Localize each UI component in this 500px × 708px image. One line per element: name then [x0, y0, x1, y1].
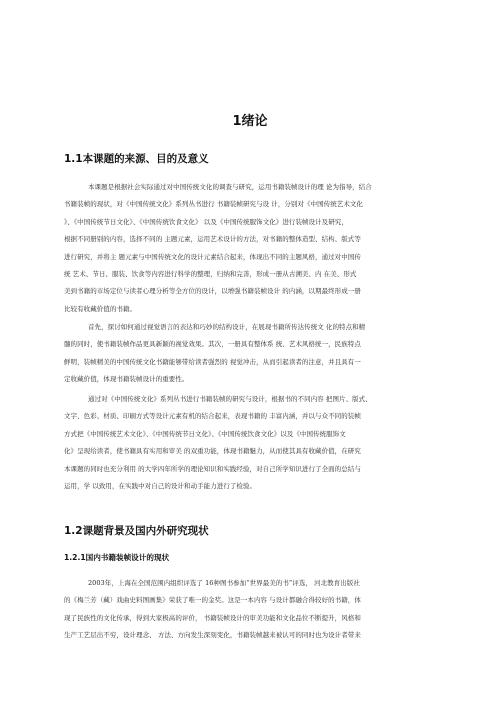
paragraph-line: 定收藏价值，体现书籍装帧设计的重要性。 [64, 375, 189, 384]
subsection-title-1-2-1: 1.2.1国内书籍装帧设计的现状 [64, 553, 170, 562]
section-title-1-2: 1.2课题背景及国内外研究现状 [64, 525, 209, 537]
paragraph-line: 的《梅兰芳（藏）戏曲史料图画集》荣获了唯一的金奖。这是一本内容 与设计都融合得较好的书籍，体 [64, 596, 361, 605]
paragraph-line: 书籍装帧的现状，对《中国传统文化》系列丛书进行 书籍装帧研究与设 计，分别对《中国传统艺术文化 [64, 200, 363, 209]
paragraph-line: 现了民族性的文化传承，得到大家极高的评价， 书籍装帧设计的审美功能和文化品位不断提升，风格和 [64, 613, 361, 622]
paragraph-line: 根据不同册别的内容，选择不同的 主题元素，运用艺术设计的方法，对书籍的整体造型、结构、版式等 [64, 235, 361, 244]
paragraph-3 [64, 391, 436, 495]
chapter-title: 1绪论 [232, 114, 268, 129]
paragraph-line: 髓的同时，使书籍装帧作品更具新颖的视觉效果。其次，一册具有整体系 统、艺术风格统一，民族特点 [64, 340, 361, 349]
section-title-1-1: 1.1本课题的来源、目的及意义 [64, 153, 209, 165]
paragraph-line: 首先，探讨如何通过视觉语言的表达和巧妙的结构设计，在展现书籍所传达传统文 化的特点和精 [88, 323, 366, 331]
paragraph-line: 本课题的同时也充分利用 的大学四年所学的理论知识和实践经验，对自己所学知识进行了全面的总结与 [64, 464, 361, 473]
paragraph-2 [64, 319, 436, 389]
paragraph-line: 》、《中国传统节日文化》、《中国传统饮食文化》 以及《中国传统服饰文化》进行装帧设计及研究， [64, 217, 348, 226]
paragraph-line: 本课题是根据社会实际通过对中国传统文化的调查与研究，运用书籍装帧设计的理 论为指导，结合 [88, 183, 372, 191]
paragraph-line: 2003年，上海在全国范围内组织评选了 16种图书参加“世界最美的书”评选， 河北教育出版社 [88, 579, 360, 587]
paragraph-4 [64, 575, 436, 645]
paragraph-1 [64, 179, 436, 318]
paragraph-line: 运用，学 以致用，在实践中对自己的设计和动手能力进行了检验。 [64, 481, 257, 490]
paragraph-line: 比较有收藏价值的书籍。 [64, 304, 137, 313]
paragraph-line: 通过对《中国传统文化》系列丛书进行书籍装帧的研究与设计，根据书的不同内容 把图片、版式、 [88, 395, 372, 403]
paragraph-line: 进行研究，并将主 题元素与中国传统文化的设计元素结合起来，体现出不同的主题风格，通过对中国传 [64, 252, 361, 261]
paragraph-line: 统 艺术、节日、服装、饮食等内容进行科学的整理，归纳和完善，形成一册从古溯美、内 在美、形式 [64, 269, 357, 278]
paragraph-line: 美到书籍的市场定位与读者心理分析等全方位的设计，以增强书籍装帧设计 的内涵，以期最终形成一册 [64, 287, 361, 296]
paragraph-line: 生产工艺层出不穷，设计理念、 方法、方向发生深刻变化，书籍装帧越来被认可的同时也为设计者带来 [64, 631, 361, 640]
paragraph-line: 方式把《中国传统艺术文化》、《中国传统节日文化》、《中国传统饮食文化》以及《中国传统服饰文 [64, 429, 346, 438]
paragraph-line: 鲜明，装帧精美的中国传统文化书籍能够带给读者强烈的 视觉冲击，从而引起读者的注意，并且具有一 [64, 357, 361, 366]
paragraph-line: 化》呈现给读者，使书籍具有实用和审美 的双重功能，体现书籍魅力，从而使其具有收藏价值，在研究 [64, 447, 361, 456]
paragraph-line: 文字、色彩、材质、印刷方式等设计元素有机的结合起来，表现书籍的 丰富内涵，并以与众不同的装帧 [64, 412, 361, 421]
